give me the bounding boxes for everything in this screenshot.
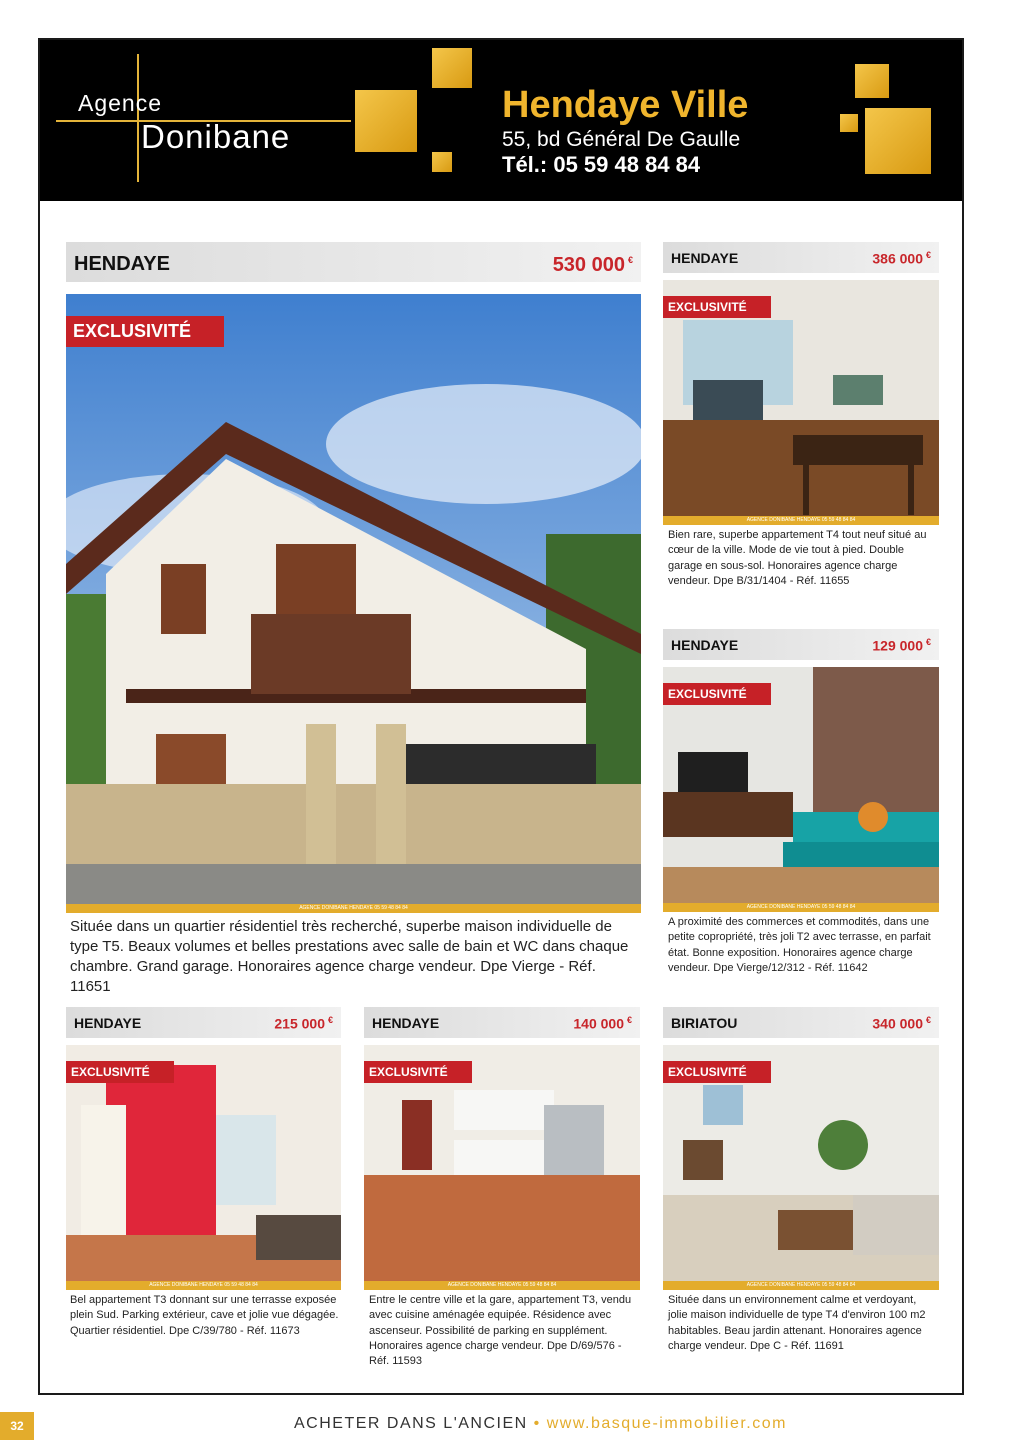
photo-credit: AGENCE DONIBANE HENDAYE 05 59 48 84 84 [66, 904, 641, 913]
decor-square [840, 114, 858, 132]
exclusivity-badge: EXCLUSIVITÉ [663, 683, 771, 705]
listing-city: BIRIATOU [671, 1015, 738, 1031]
listing-photo [663, 1045, 939, 1290]
photo-credit: AGENCE DONIBANE HENDAYE 05 59 48 84 84 [663, 903, 939, 912]
page-number: 32 [0, 1412, 34, 1440]
listing-description: Située dans un environnement calme et verdoyant, jolie maison individuelle de type T4 d'environ 100 m2 habitables. Beau jardin attenant. Honoraires agence charge vendeur. Dpe C - Réf. 11691 [668, 1294, 926, 1352]
listing-photo [663, 667, 939, 912]
listing-price: 215 000 € [274, 1015, 333, 1032]
listing-photo [364, 1045, 640, 1290]
listing-title-bar [663, 242, 939, 273]
listing-price: 140 000 € [573, 1015, 632, 1032]
listing-city: HENDAYE [74, 1015, 142, 1031]
agency-header [40, 40, 962, 201]
listing-description: Bel appartement T3 donnant sur une terrasse exposée plein Sud. Parking extérieur, cave et jolie vue dégagée. Quartier résidentiel. Dpe C/39/780 - Réf. 11673 [70, 1294, 339, 1337]
listing-description: A proximité des commerces et commodités, dans une petite copropriété, très joli T2 avec terrasse, en parfait état. Bonne exposition. Honoraires agence charge vendeur. Dpe Vierge/12/312 - Réf. 11642 [668, 916, 931, 974]
agency-address: 55, bd Général De Gaulle [502, 128, 741, 151]
agency-city: Hendaye Ville [502, 84, 749, 126]
exclusivity-badge: EXCLUSIVITÉ [663, 1061, 771, 1083]
exclusivity-badge: EXCLUSIVITÉ [663, 296, 771, 318]
listing-description: Bien rare, superbe appartement T4 tout neuf situé au cœur de la ville. Mode de vie tout à pied. Double garage en sous-sol. Honoraires agence charge vendeur. Dpe B/31/1404 - Réf. 11655 [668, 529, 927, 587]
photo-credit: AGENCE DONIBANE HENDAYE 05 59 48 84 84 [663, 516, 939, 525]
agency-phone: Tél.: 05 59 48 84 84 [502, 152, 701, 177]
decor-square [865, 108, 931, 174]
listing-photo [66, 294, 641, 913]
listing-price: 129 000 € [872, 637, 931, 654]
listing-city: HENDAYE [671, 250, 739, 266]
logo-donibane: Donibane [141, 118, 291, 155]
photo-credit: AGENCE DONIBANE HENDAYE 05 59 48 84 84 [663, 1281, 939, 1290]
listing-title-bar [364, 1007, 640, 1038]
listing-price: 530 000 € [552, 254, 633, 276]
exclusivity-badge: EXCLUSIVITÉ [364, 1061, 472, 1083]
listing-price: 386 000 € [872, 250, 931, 267]
footer-tagline [294, 1415, 787, 1433]
logo-line [137, 54, 139, 182]
listing-city: HENDAYE [372, 1015, 440, 1031]
decor-square [432, 152, 452, 172]
listing-title-bar [66, 1007, 341, 1038]
photo-credit: AGENCE DONIBANE HENDAYE 05 59 48 84 84 [66, 1281, 341, 1290]
decor-square [355, 90, 417, 152]
listing-photo [66, 1045, 341, 1290]
website-link[interactable]: www.basque-immobilier.com [546, 1415, 787, 1432]
decor-square [855, 64, 889, 98]
listing-photo [663, 280, 939, 525]
page-footer [0, 1412, 1024, 1442]
listing-price: 340 000 € [872, 1015, 931, 1032]
listing-city: HENDAYE [671, 637, 739, 653]
logo-agence: Agence [78, 90, 163, 116]
listing-description: Située dans un quartier résidentiel très recherché, superbe maison individuelle de type T5. Beaux volumes et belles prestations avec salle de bain et WC dans chaque chambre. Grand garage. Honoraires agence charge vendeur. Dpe Vierge - Réf. 11651 [70, 918, 629, 995]
listing-title-bar [66, 242, 641, 282]
listing-city: HENDAYE [74, 253, 170, 275]
footer-separator: • [533, 1415, 541, 1432]
listing-description: Entre le centre ville et la gare, appartement T3, vendu avec cuisine aménagée equipée. Résidence avec ascenseur. Possibilité de parking en supplément. Honoraires agence charge vendeur. Dpe D/69/576 - Réf. 11593 [369, 1294, 632, 1368]
listing-title-bar [663, 1007, 939, 1038]
decor-square [432, 48, 472, 88]
footer-title: ACHETER DANS L'ANCIEN [294, 1415, 528, 1432]
exclusivity-badge: EXCLUSIVITÉ [66, 1061, 174, 1083]
listing-title-bar [663, 629, 939, 660]
exclusivity-badge: EXCLUSIVITÉ [66, 316, 224, 347]
photo-credit: AGENCE DONIBANE HENDAYE 05 59 48 84 84 [364, 1281, 640, 1290]
house-photo [66, 294, 641, 913]
